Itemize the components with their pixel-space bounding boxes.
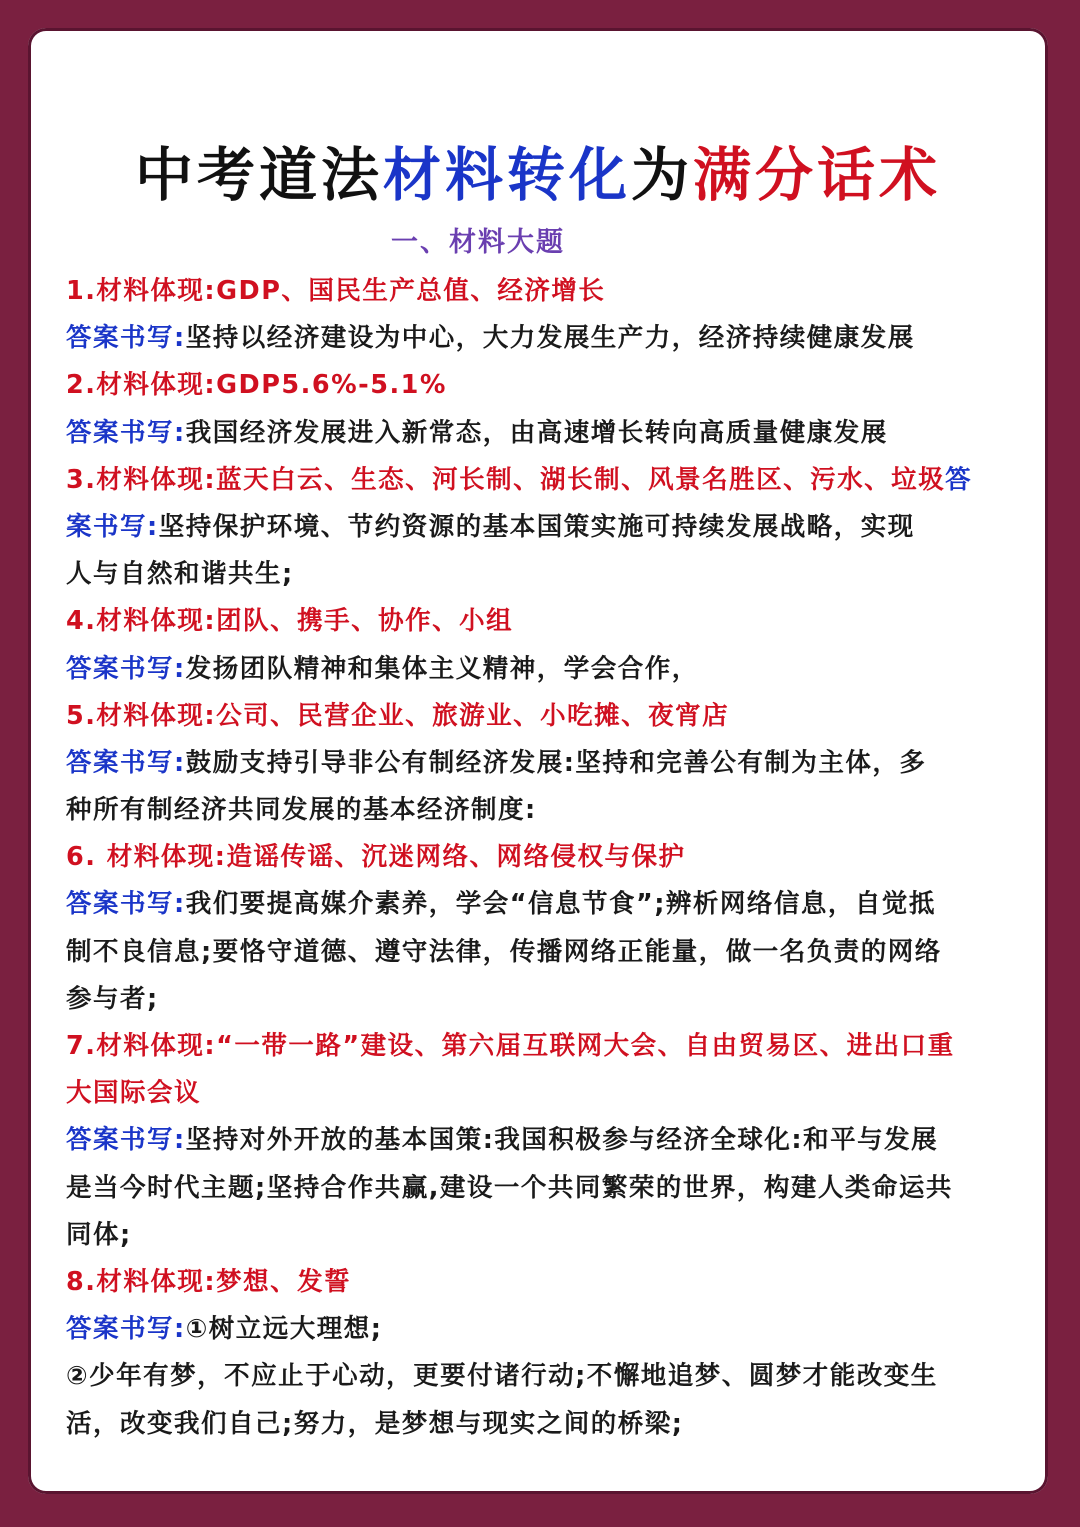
line-10 <box>66 693 1018 740</box>
line-1 <box>66 268 1018 315</box>
answer-text: 我们要提高媒介素养，学会“信息节食”;辨析网络信息，自觉抵 <box>185 889 936 920</box>
material-label: 大国际会议 <box>66 1078 202 1109</box>
answer-text: 活，改变我们自己;努力，是梦想与现实之间的桥梁; <box>66 1408 684 1439</box>
answer-label: 答案书写: <box>66 653 186 684</box>
answer-text: 鼓励支持引导非公有制经济发展:坚持和完善公有制为主体，多 <box>185 747 927 778</box>
line-3 <box>66 362 1018 409</box>
line-24 <box>66 1353 1018 1400</box>
section-heading: 一、材料大题 <box>391 227 565 258</box>
content-body <box>66 268 1018 1448</box>
title-part-3: 为 <box>631 141 694 209</box>
answer-label: 答案书写: <box>66 417 186 448</box>
line-25 <box>66 1401 1018 1448</box>
answer-text: 参与者; <box>66 983 159 1014</box>
answer-text: 发扬团队精神和集体主义精神，学会合作， <box>185 653 699 684</box>
line-18 <box>66 1070 1018 1117</box>
answer-text: ②少年有梦，不应止于心动，更要付诸行动;不懈地追梦、圆梦才能改变生 <box>66 1361 938 1392</box>
line-7 <box>66 551 1018 598</box>
answer-text: 我国经济发展进入新常态，由高速增长转向高质量健康发展 <box>185 417 888 448</box>
line-5 <box>66 457 1018 504</box>
material-label: 4.材料体现:团队、携手、协作、小组 <box>66 606 514 637</box>
line-6 <box>66 504 1018 551</box>
document-card <box>28 28 1048 1494</box>
answer-text: 制不良信息;要恪守道德、遵守法律，传播网络正能量，做一名负责的网络 <box>66 936 942 967</box>
material-label: 1.材料体现:GDP、国民生产总值、经济增长 <box>66 276 606 306</box>
line-9 <box>66 646 1018 693</box>
answer-text: 坚持对外开放的基本国策:我国积极参与经济全球化:和平与发展 <box>185 1125 939 1156</box>
answer-label: 答案书写: <box>66 889 186 920</box>
line-12 <box>66 787 1018 834</box>
line-20 <box>66 1165 1018 1212</box>
material-label: 3.材料体现:蓝天白云、生态、河长制、湖长制、风景名胜区、污水、垃圾 <box>66 464 946 495</box>
material-label: 6. 材料体现:造谣传谣、沉迷网络、网络侵权与保护 <box>66 842 686 873</box>
answer-label-start: 答 <box>945 464 973 495</box>
answer-text: 坚持以经济建设为中心，大力发展生产力，经济持续健康发展 <box>185 323 915 354</box>
material-label: 5.材料体现:公司、民营企业、旅游业、小吃摊、夜宵店 <box>66 700 730 731</box>
line-17 <box>66 1023 1018 1070</box>
line-22 <box>66 1259 1018 1306</box>
line-23 <box>66 1306 1018 1353</box>
material-label: 2.材料体现:GDP5.6%-5.1% <box>66 370 447 401</box>
line-16 <box>66 976 1018 1023</box>
page-title <box>28 128 1048 212</box>
answer-label-end: 案书写: <box>66 511 159 542</box>
answer-text: ①树立远大理想; <box>185 1314 383 1345</box>
title-part-4: 满分话术 <box>693 141 942 209</box>
title-part-2: 材料转化 <box>382 141 631 209</box>
material-label: 7.材料体现:“一带一路”建设、第六届互联网大会、自由贸易区、进出口重 <box>66 1031 955 1061</box>
line-8 <box>66 598 1018 645</box>
answer-label: 答案书写: <box>66 323 186 354</box>
line-2 <box>66 315 1018 362</box>
answer-text: 同体; <box>66 1219 132 1250</box>
answer-text: 人与自然和谐共生; <box>66 559 294 590</box>
material-label: 8.材料体现:梦想、发誓 <box>66 1266 352 1297</box>
answer-text: 坚持保护环境、节约资源的基本国策实施可持续发展战略，实现 <box>158 511 915 542</box>
line-19 <box>66 1117 1018 1164</box>
answer-label: 答案书写: <box>66 1125 186 1156</box>
answer-label: 答案书写: <box>66 1314 186 1345</box>
line-21 <box>66 1212 1018 1259</box>
line-15 <box>66 929 1018 976</box>
line-14 <box>66 881 1018 928</box>
title-part-1: 中考道法 <box>134 141 383 209</box>
answer-label: 答案书写: <box>66 747 186 778</box>
line-13 <box>66 834 1018 881</box>
answer-text: 是当今时代主题;坚持合作共赢,建设一个共同繁荣的世界，构建人类命运共 <box>66 1172 953 1203</box>
line-4 <box>66 410 1018 457</box>
line-11 <box>66 740 1018 787</box>
answer-text: 种所有制经济共同发展的基本经济制度: <box>66 795 537 826</box>
